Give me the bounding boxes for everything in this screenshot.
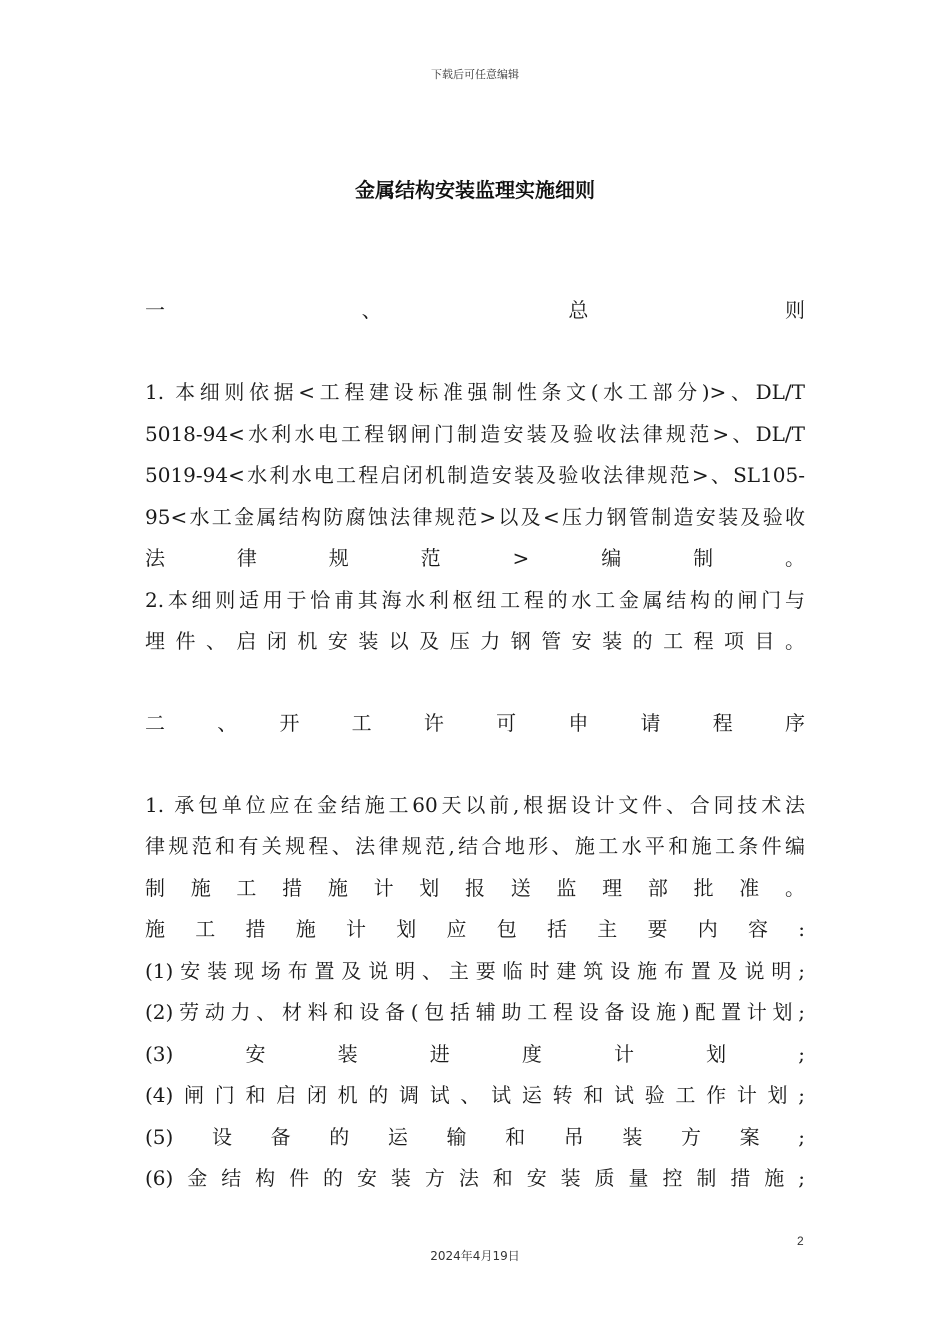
page-header: 下载后可任意编辑 (431, 68, 519, 81)
body-line: 5018-94<水利水电工程钢闸门制造安装及验收法律规范>、DL/T (145, 422, 805, 446)
page-footer-date: 2024年4月19日 (430, 1249, 520, 1263)
section-heading-permit: 二 、 开 工 许 可 申 请 程 序 (145, 711, 805, 735)
page-number: 2 (797, 1234, 804, 1248)
body-line: 埋件、启闭机安装以及压力钢管安装的工程项目。 (145, 629, 805, 653)
body-line: 2.本细则适用于恰甫其海水利枢纽工程的水工金属结构的闸门与 (145, 588, 805, 612)
body-line: 制施工措施计划报送监理部批准。 (145, 876, 805, 900)
body-line: 1. 本细则依据<工程建设标准强制性条文(水工部分)>、DL/T (145, 380, 805, 404)
body-line: 1. 承包单位应在金结施工60天以前,根据设计文件、合同技术法 (145, 793, 805, 817)
list-item: (5) 设 备 的 运 输 和 吊 装 方 案 ; (145, 1125, 805, 1149)
document-title: 金属结构安装监理实施细则 (355, 178, 595, 202)
list-item: (1)安装现场布置及说明、主要临时建筑设施布置及说明; (145, 959, 805, 983)
list-item: (6)金结构件的安装方法和安装质量控制措施; (145, 1166, 805, 1190)
list-item: (3) 安 装 进 度 计 划 ; (145, 1042, 805, 1066)
list-item: (4)闸门和启闭机的调试、试运转和试验工作计划; (145, 1083, 805, 1107)
body-line: 5019-94<水利水电工程启闭机制造安装及验收法律规范>、SL105- (145, 463, 805, 487)
list-item: (2)劳动力、材料和设备(包括辅助工程设备设施)配置计划; (145, 1000, 805, 1024)
body-line: 95<水工金属结构防腐蚀法律规范>以及<压力钢管制造安装及验收 (145, 505, 805, 529)
body-line: 法 律 规 范 > 编 制 。 (145, 546, 805, 570)
section-heading-general: 一 、 总 则 (145, 298, 805, 322)
body-line: 律规范和有关规程、法律规范,结合地形、施工水平和施工条件编 (145, 834, 805, 858)
body-line: 施工措施计划应包括主要内容: (145, 917, 805, 941)
